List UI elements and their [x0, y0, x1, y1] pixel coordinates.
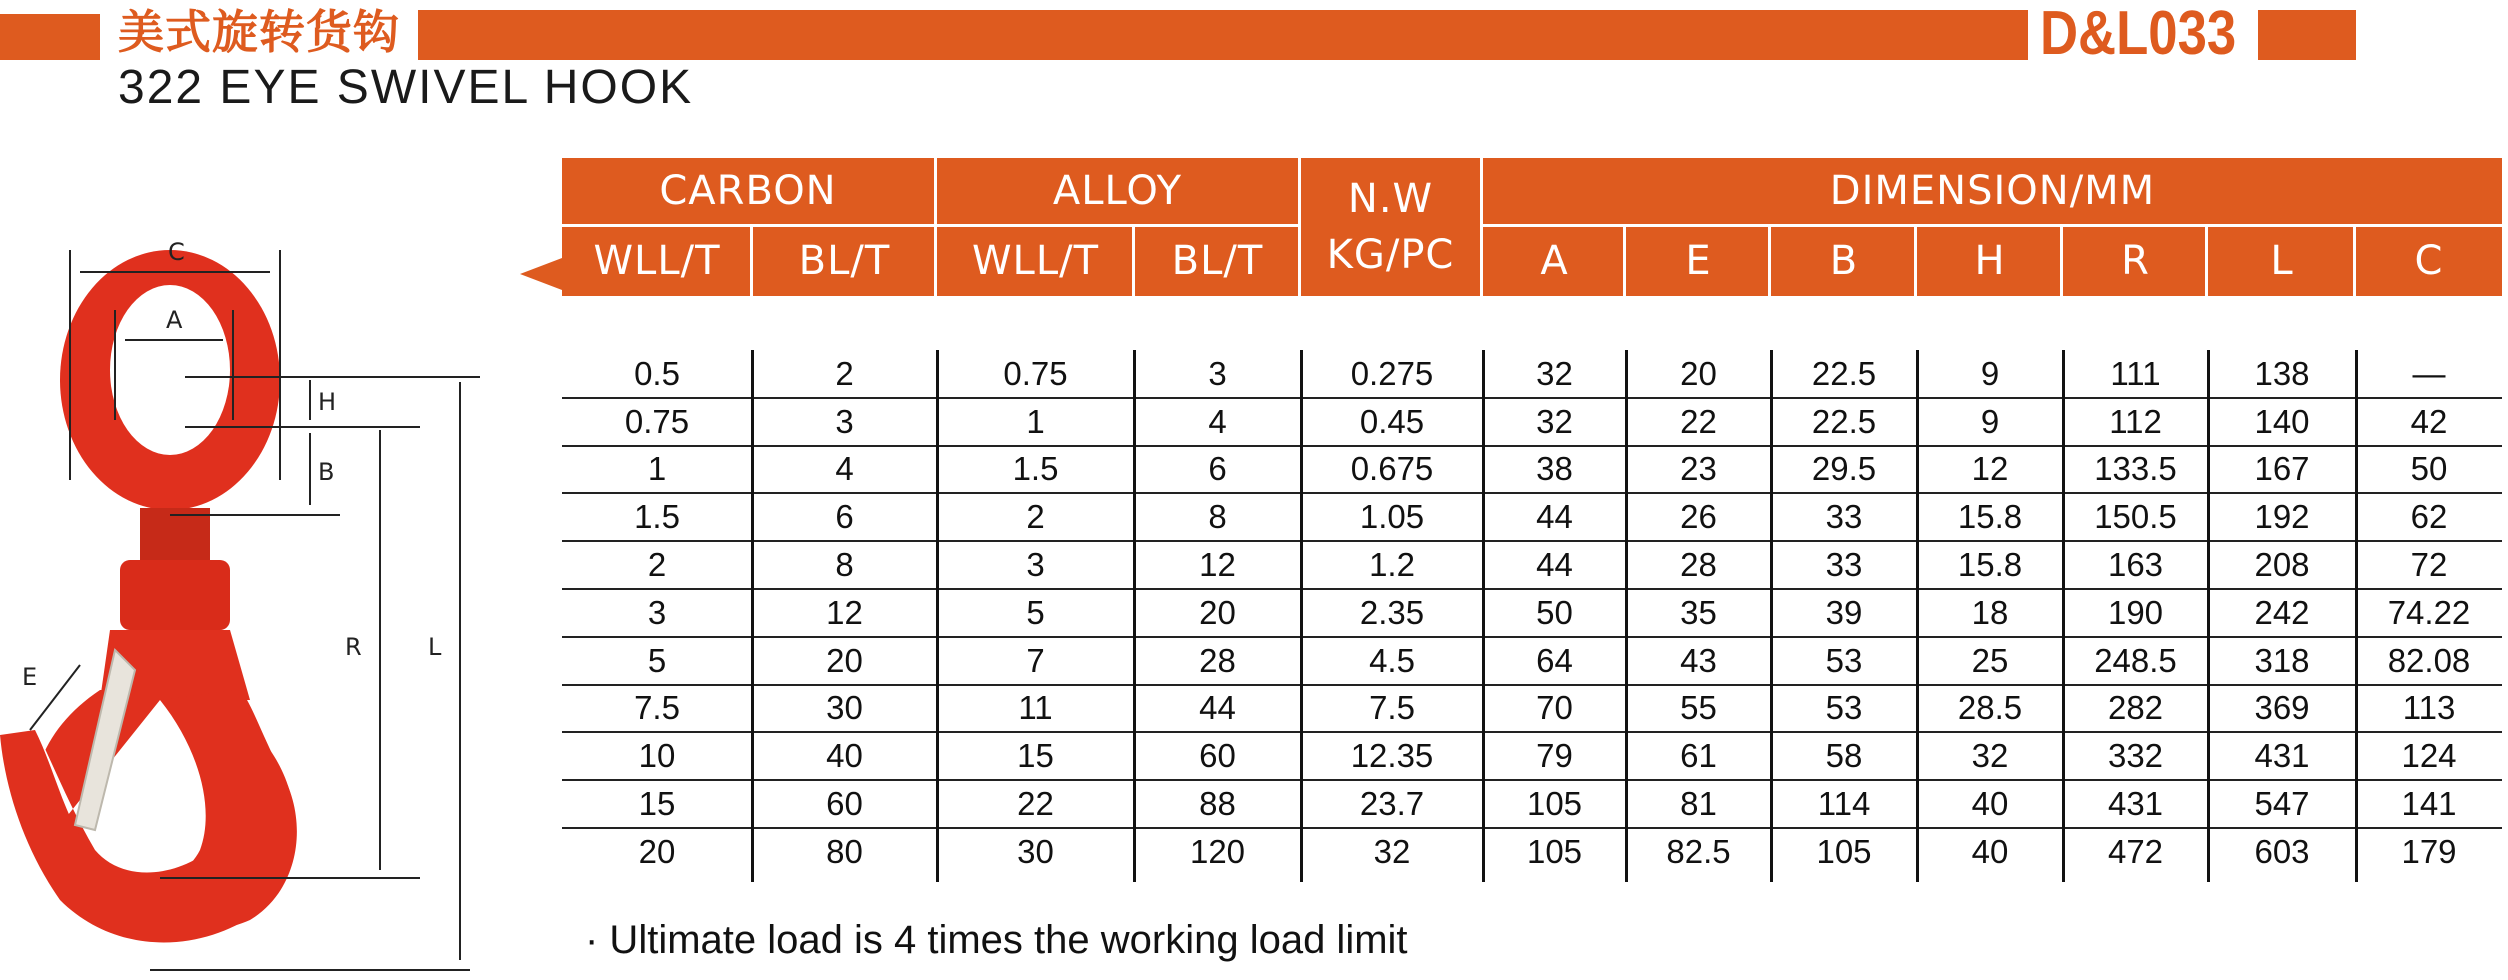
table-cell: 0.275: [1350, 354, 1434, 392]
table-cell: 124: [2401, 737, 2457, 775]
table-cell: 80: [826, 832, 863, 870]
table-cell: 33: [1825, 498, 1863, 536]
table-cell: 8: [1208, 498, 1227, 536]
column-divider: [1770, 350, 1773, 882]
table-cell: 74.22: [2387, 593, 2471, 631]
dimension-label-l: L: [428, 633, 442, 661]
table-cell: 8: [835, 546, 854, 584]
table-cell: 29.5: [1811, 450, 1877, 488]
table-cell: 20: [1680, 354, 1717, 392]
table-cell: 23: [1680, 450, 1717, 488]
table-cell: 32: [1536, 354, 1573, 392]
table-cell: 40: [1971, 785, 2009, 823]
table-cell: 22.5: [1811, 402, 1877, 440]
column-divider: [1916, 350, 1919, 882]
table-cell: 163: [2107, 546, 2164, 584]
product-title-english: 322 EYE SWIVEL HOOK: [118, 61, 694, 114]
swivel-hook-diagram: [0, 230, 500, 980]
table-cell: 50: [1536, 593, 1573, 631]
table-cell: 15: [638, 785, 676, 823]
table-cell: 7.5: [634, 689, 680, 727]
table-cell: 23.7: [1359, 785, 1425, 823]
table-cell: 42: [2410, 402, 2448, 440]
table-cell: 82.5: [1666, 832, 1731, 870]
header-pointer: [520, 258, 562, 290]
table-cell: 5: [647, 641, 667, 679]
table-cell: 58: [1825, 737, 1863, 775]
table-cell: 192: [2254, 498, 2310, 536]
column-header: BL/T: [798, 238, 891, 284]
column-divider: [1133, 350, 1136, 882]
table-cell: 7: [1026, 641, 1045, 679]
header-net-weight: N.W KG/PC: [1326, 176, 1455, 278]
table-cell: 133.5: [2094, 450, 2177, 488]
table-cell: 15.8: [1957, 546, 2023, 584]
table-cell: 32: [1373, 832, 1411, 870]
table-cell: 40: [826, 737, 863, 775]
dimension-label-e: E: [22, 663, 38, 691]
table-cell: 5: [1026, 593, 1045, 631]
table-cell: 44: [1536, 498, 1573, 536]
table-cell: 179: [2401, 832, 2457, 870]
column-header: WLL/T: [593, 238, 721, 284]
table-cell: 603: [2254, 832, 2310, 870]
table-cell: 12: [826, 593, 863, 631]
table-cell: 0.75: [624, 402, 690, 440]
dimension-label-a: A: [166, 306, 183, 334]
table-cell: 10: [638, 737, 676, 775]
table-cell: 3: [1026, 546, 1045, 584]
column-header: R: [2121, 238, 2150, 284]
column-divider: [1625, 350, 1628, 882]
dimension-label-b: B: [318, 458, 335, 486]
table-cell: 111: [2110, 354, 2161, 392]
header-alloy: ALLOY: [1052, 168, 1183, 214]
table-cell: 318: [2254, 641, 2310, 679]
table-cell: 141: [2401, 785, 2457, 823]
table-cell: 44: [1536, 546, 1573, 584]
table-cell: 64: [1536, 641, 1573, 679]
table-cell: 38: [1536, 450, 1573, 488]
table-cell: —: [2412, 354, 2446, 392]
product-code: D&L033: [2040, 0, 2237, 68]
table-cell: 2: [1026, 498, 1045, 536]
table-cell: 1.5: [634, 498, 680, 536]
table-cell: 32: [1536, 402, 1573, 440]
table-cell: 12.35: [1350, 737, 1434, 775]
column-divider: [2355, 350, 2358, 882]
table-cell: 39: [1825, 593, 1863, 631]
table-cell: 28: [1680, 546, 1717, 584]
table-cell: 4: [835, 450, 854, 488]
table-cell: 1: [1026, 402, 1045, 440]
table-cell: 113: [2402, 689, 2456, 727]
table-cell: 4.5: [1369, 641, 1415, 679]
table-cell: 4: [1208, 402, 1227, 440]
table-cell: 1: [647, 450, 667, 488]
table-cell: 35: [1680, 593, 1717, 631]
table-cell: 22: [1017, 785, 1054, 823]
table-cell: 22.5: [1811, 354, 1877, 392]
table-cell: 18: [1971, 593, 2009, 631]
column-header: BL/T: [1171, 238, 1264, 284]
table-cell: 7.5: [1369, 689, 1415, 727]
dimension-label-c: C: [168, 238, 185, 266]
table-cell: 28.5: [1957, 689, 2023, 727]
table-cell: 88: [1199, 785, 1236, 823]
table-cell: 2: [647, 546, 667, 584]
table-cell: 72: [2410, 546, 2448, 584]
footnote: · Ultimate load is 4 times the working load limit: [585, 918, 1408, 962]
table-cell: 0.75: [1003, 354, 1068, 392]
table-cell: 44: [1199, 689, 1236, 727]
table-cell: 55: [1680, 689, 1717, 727]
table-cell: 431: [2254, 737, 2310, 775]
table-cell: 138: [2254, 354, 2310, 392]
table-cell: 53: [1825, 641, 1863, 679]
table-cell: 28: [1199, 641, 1236, 679]
table-cell: 282: [2107, 689, 2164, 727]
table-cell: 1.05: [1359, 498, 1425, 536]
dimension-label-r: R: [345, 633, 362, 661]
table-cell: 20: [1199, 593, 1236, 631]
header-carbon: CARBON: [659, 168, 837, 214]
table-cell: 105: [1526, 785, 1583, 823]
table-cell: 70: [1536, 689, 1573, 727]
column-header: WLL/T: [971, 238, 1100, 284]
column-header: A: [1540, 238, 1569, 284]
table-cell: 248.5: [2094, 641, 2177, 679]
table-cell: 431: [2107, 785, 2164, 823]
table-cell: 22: [1680, 402, 1717, 440]
table-cell: 6: [835, 498, 854, 536]
title-bar-left: [0, 14, 100, 60]
column-header: B: [1829, 238, 1859, 284]
table-cell: 61: [1680, 737, 1717, 775]
column-divider: [1300, 350, 1303, 882]
table-cell: 0.675: [1350, 450, 1434, 488]
table-cell: 60: [1199, 737, 1236, 775]
table-cell: 9: [1980, 402, 2000, 440]
table-cell: 26: [1680, 498, 1717, 536]
table-cell: 0.5: [634, 354, 680, 392]
table-cell: 30: [826, 689, 863, 727]
table-cell: 369: [2254, 689, 2310, 727]
header-dimension: DIMENSION/MM: [1829, 168, 2156, 214]
table-cell: 114: [1817, 785, 1871, 823]
title-bar-right: [2258, 10, 2356, 60]
table-cell: 2: [835, 354, 854, 392]
table-cell: 3: [647, 593, 667, 631]
column-header: H: [1974, 238, 2006, 284]
table-cell: 12: [1199, 546, 1236, 584]
title-bar-main: [418, 10, 2028, 60]
column-divider: [2207, 350, 2210, 882]
table-cell: 50: [2410, 450, 2448, 488]
table-cell: 547: [2254, 785, 2310, 823]
table-cell: 150.5: [2094, 498, 2177, 536]
table-cell: 6: [1208, 450, 1227, 488]
column-header: E: [1685, 238, 1712, 284]
table-cell: 79: [1536, 737, 1573, 775]
table-cell: 82.08: [2387, 641, 2471, 679]
table-cell: 9: [1980, 354, 2000, 392]
table-cell: 32: [1971, 737, 2009, 775]
column-header: L: [2270, 238, 2294, 284]
column-divider: [751, 350, 754, 882]
table-cell: 120: [1189, 832, 1246, 870]
table-cell: 15.8: [1957, 498, 2023, 536]
table-cell: 20: [826, 641, 863, 679]
column-divider: [936, 350, 939, 882]
table-cell: 105: [1526, 832, 1583, 870]
table-cell: 12: [1971, 450, 2009, 488]
table-cell: 11: [1018, 689, 1053, 727]
table-cell: 190: [2107, 593, 2164, 631]
table-cell: 15: [1017, 737, 1054, 775]
table-cell: 62: [2410, 498, 2448, 536]
dimension-label-h: H: [318, 388, 337, 416]
table-cell: 2.35: [1359, 593, 1425, 631]
table-cell: 3: [1208, 354, 1227, 392]
table-cell: 20: [638, 832, 676, 870]
column-header: C: [2414, 238, 2444, 284]
table-cell: 40: [1971, 832, 2009, 870]
table-cell: 1.2: [1369, 546, 1415, 584]
table-cell: 332: [2107, 737, 2164, 775]
column-divider: [1482, 350, 1485, 882]
table-cell: 53: [1825, 689, 1863, 727]
table-cell: 33: [1825, 546, 1863, 584]
table-cell: 1.5: [1012, 450, 1059, 488]
table-cell: 43: [1680, 641, 1717, 679]
table-cell: 3: [835, 402, 854, 440]
table-cell: 25: [1971, 641, 2009, 679]
table-cell: 0.45: [1359, 402, 1425, 440]
table-cell: 81: [1680, 785, 1717, 823]
product-title-chinese: 美式旋转货钩: [118, 5, 400, 59]
table-cell: 242: [2254, 593, 2310, 631]
swivel-hook-image: [0, 250, 297, 943]
table-cell: 208: [2254, 546, 2310, 584]
column-divider: [2062, 350, 2065, 882]
table-cell: 30: [1017, 832, 1054, 870]
table-cell: 167: [2254, 450, 2310, 488]
table-cell: 112: [2109, 402, 2162, 440]
table-cell: 60: [826, 785, 863, 823]
table-cell: 472: [2107, 832, 2164, 870]
table-cell: 105: [1816, 832, 1872, 870]
table-cell: 140: [2254, 402, 2310, 440]
